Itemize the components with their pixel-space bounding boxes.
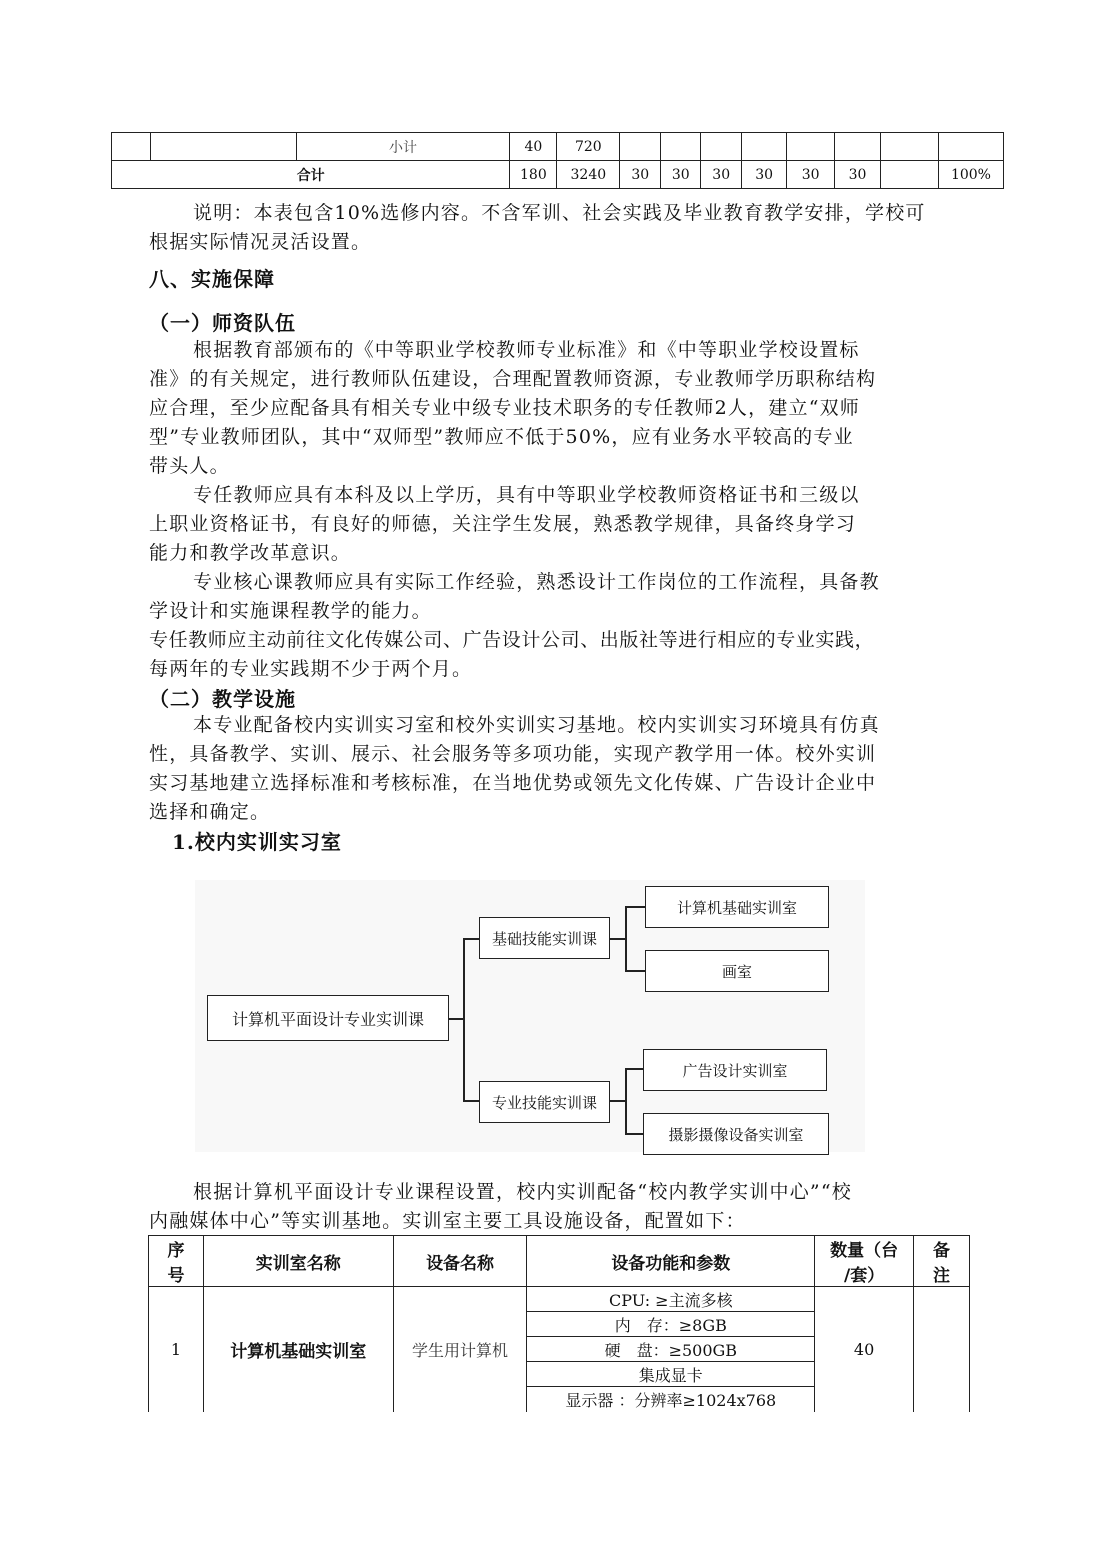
paragraph: 根据教育部颁布的《中等职业学校教师专业标准》和《中等职业学校设置标 准》的有关规定，进行教师队伍建设，合理配置教师资源，专业教师学历职称结构 应合理，至少应配备具有相关专业中级专业技术职务的专任教师2人，建立“双师 型”专业教师团队，其中“双师型”教师应不低于50%，应有业务水平较高的专业 带头人。 专任教师应具有本科及以上学历，具有中等职业学校教师资格证书和三级以 上职业资格证书，有良好的师德，关注学生发展，熟悉教学规律，具备终身学习 能力和教学改革意识。 专业核心课教师应具有实际工作经验，熟悉设计工作岗位的工作流程，具备教 学设计和实施课程教学的能力。 专任教师应主动前往文化传媒公司、广告设计公司、出版社等进行相应的专业实践， 每两年的专业实践期不少于两个月。 [149, 339, 880, 680]
diagram-branch-node: 基础技能实训课 [479, 917, 610, 959]
connector-line [463, 1100, 479, 1102]
diagram-branch-node: 专业技能实训课 [479, 1081, 610, 1123]
connector-line [463, 938, 479, 940]
header-seq: 序 号 [149, 1236, 204, 1287]
diagram-root-node: 计算机平面设计专业实训课 [207, 995, 449, 1041]
connector-line [625, 906, 627, 971]
connector-line [625, 1133, 643, 1135]
equipment-table: 序 号 实训室名称 设备名称 设备功能和参数 数量（台 /套） 备 注 1 计算机基础实训室 学生用计算机 CPU: ≥主流多核 40 内 存：≥8GB 硬 盘：≥500GB 集成显卡 显示器 ：分辨率≥1024x768 [148, 1235, 970, 1412]
credit-table [111, 132, 1004, 189]
header-func: 设备功能和参数 [527, 1236, 815, 1287]
diagram-leaf-node: 摄影摄像设备实训室 [643, 1113, 829, 1155]
diagram-leaf-node: 画室 [645, 950, 829, 992]
connector-line [610, 938, 626, 940]
header-room: 实训室名称 [203, 1236, 393, 1287]
subsection-heading: （二）教学设施 [149, 687, 296, 711]
header-note: 备 注 [914, 1236, 970, 1287]
connector-line [625, 970, 645, 972]
total-label: 合计 [112, 161, 510, 189]
connector-line [625, 1068, 627, 1134]
table-row: 1 计算机基础实训室 学生用计算机 CPU: ≥主流多核 40 [149, 1287, 970, 1312]
connector-line [463, 938, 465, 1101]
table-row: 小计 40 720 [112, 133, 1004, 161]
subtotal-label: 小计 [296, 133, 510, 161]
paragraph: 根据计算机平面设计专业课程设置，校内实训配备“校内教学实训中心”“校 内融媒体中心”等实训基地。实训室主要工具设施设备，配置如下： [149, 1181, 852, 1232]
section-heading: 八、实施保障 [149, 267, 275, 291]
header-qty: 数量（台 /套） [815, 1236, 914, 1287]
connector-line [448, 1018, 464, 1020]
connector-line [610, 1100, 626, 1102]
diagram-leaf-node: 计算机基础实训室 [645, 886, 829, 928]
paragraph: 本专业配备校内实训实习室和校外实训实习基地。校内实训实习环境具有仿真 性，具备教学、实训、展示、社会服务等多项功能，实现产教学用一体。校外实训 实习基地建立选择标准和考核标准，在当地优势或领先文化传媒、广告设计企业中 选择和确定。 [149, 714, 880, 823]
connector-line [625, 906, 645, 908]
table-row: 合计 180 3240 30 30 30 30 30 30 100% [112, 161, 1004, 189]
table-note: 说明：本表包含10%选修内容。不含军训、社会实践及毕业教育教学安排，学校可 根据实际情况灵活设置。 [149, 202, 926, 253]
header-equip: 设备名称 [393, 1236, 527, 1287]
table-header-row [149, 1236, 970, 1287]
diagram-leaf-node: 广告设计实训室 [643, 1049, 827, 1091]
subsection-heading: （一）师资队伍 [149, 311, 296, 335]
connector-line [625, 1068, 643, 1070]
subsection-heading: 1.校内实训实习室 [172, 830, 342, 854]
